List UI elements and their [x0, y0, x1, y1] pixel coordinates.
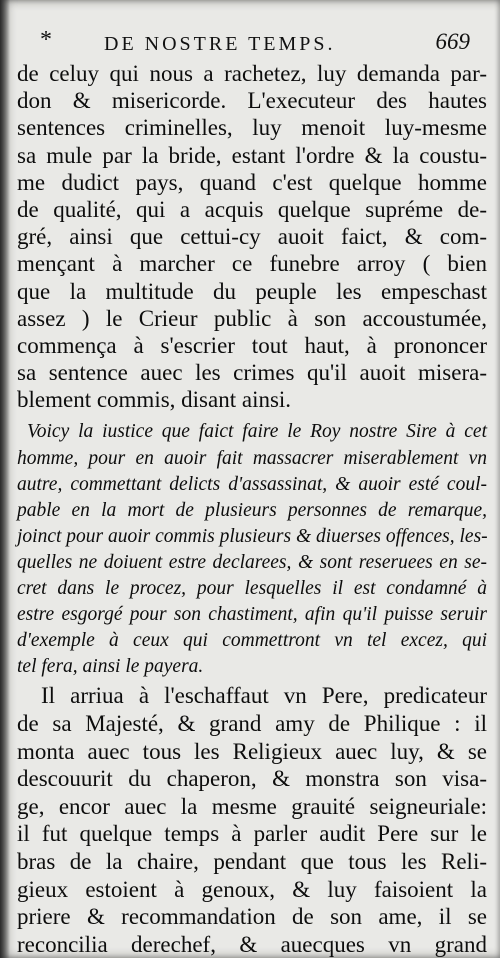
- page-header: [0, 28, 500, 60]
- text-line: gré, ainsi que cettui-cy auoit faict, & com-: [17, 224, 487, 250]
- text-line: Il arriua à l'eschaffaut vn Pere, predicateur: [41, 683, 487, 709]
- text-line: commença à s'escrier tout haut, à prononcer: [17, 332, 487, 358]
- text-line: assez ) le Crieur public à son accoustumée,: [17, 305, 487, 331]
- italic-line: quelles ne doiuent estre declarees, & sont reseruees en se-: [17, 551, 487, 573]
- text-line: de celuy qui nous a rachetez, luy demanda par-: [17, 61, 487, 86]
- text-line: il fut quelque temps à parler audit Pere sur le: [17, 821, 487, 847]
- italic-line: joinct pour auoir commis plusieurs & diuerses offences, les-: [17, 525, 488, 547]
- text-line: reconcilia derechef, & auecques vn grand: [17, 931, 487, 957]
- header-mark: *: [40, 27, 52, 53]
- text-line: monta auec tous les Religieux auec luy, & se: [17, 738, 487, 764]
- text-line: de qualité, qui a acquis quelque supréme de-: [17, 196, 487, 222]
- italic-line: homme, pour en auoir fait massacrer miserablement vn: [17, 447, 487, 469]
- paragraph-scaffold: [17, 682, 487, 958]
- text-line: me dudict pays, quand c'est quelque homme: [17, 169, 487, 195]
- italic-line: autre, commettant delicts d'assassinat, & auoir esté coul-: [17, 473, 487, 495]
- page-number: 669: [435, 29, 470, 54]
- italic-line: tel fera, ainsi le payera.: [17, 656, 204, 678]
- text-line: de sa Majesté, & grand amy de Philique : il: [17, 710, 487, 736]
- text-line: blement commis, disant ainsi.: [17, 387, 292, 413]
- italic-line: estre esgorgé pour son chastiment, afin qu'il puisse seruir: [17, 604, 487, 626]
- italic-line: pable en la mort de plusieurs personnes de remarque,: [17, 499, 487, 521]
- text-line: sentences criminelles, luy menoit luy-mesme: [17, 115, 487, 141]
- italic-line: Voicy la iustice que faict faire le Roy nostre Sire à cet: [27, 421, 487, 443]
- running-title: DE NOSTRE TEMPS.: [104, 33, 336, 55]
- text-line: descouurit du chaperon, & monstra son visa-: [17, 766, 487, 792]
- text-line: mençant à marcher ce funebre arroy ( bien: [17, 251, 487, 277]
- text-line: sa sentence auec les crimes qu'il auoit misera-: [17, 360, 487, 386]
- page-gutter-shadow: [0, 0, 10, 958]
- text-line: don & misericorde. L'executeur des hautes: [17, 88, 487, 114]
- paragraph-narrative: [17, 60, 487, 413]
- page-body: [17, 60, 487, 958]
- text-line: gieux estoient à genoux, & luy faisoient la: [17, 876, 487, 902]
- text-line: ge, encor auec la mesme grauité seigneuriale:: [17, 793, 487, 819]
- text-line: bras de la chaire, pendant que tous les Reli-: [17, 848, 487, 874]
- italic-line: cret dans le procez, pour lesquelles il est condamné à: [17, 578, 487, 599]
- italic-line: d'exemple à ceux qui commettront vn tel excez, qui: [17, 630, 487, 652]
- paragraph-sentence-italic: [17, 419, 487, 680]
- text-line: sa mule par la bride, estant l'ordre & la coustu-: [17, 142, 487, 168]
- text-line: que la multitude du peuple les empeschast: [17, 278, 487, 304]
- text-line: priere & recommandation de son ame, il se: [17, 904, 487, 930]
